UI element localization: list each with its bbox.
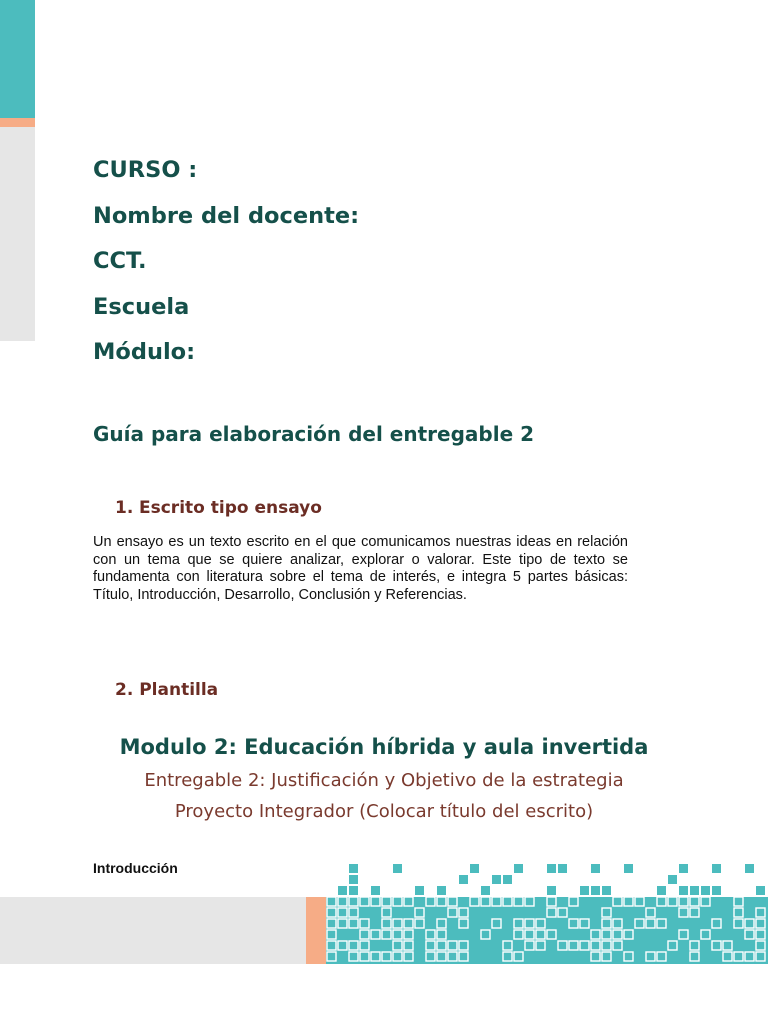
pixel-square: [349, 875, 358, 884]
pixel-square: [415, 919, 424, 928]
pixel-square: [393, 919, 402, 928]
pixel-square: [327, 908, 336, 917]
pixel-square: [338, 886, 347, 895]
header-fields: [93, 150, 359, 378]
pixel-square: [393, 930, 402, 939]
pixel-square: [371, 930, 380, 939]
curso-label: CURSO :: [93, 157, 198, 183]
deliverable-subtitle: Entregable 2: Justificación y Objetivo de la estrategia: [144, 770, 624, 791]
pixel-square: [437, 930, 446, 939]
pixel-square: [437, 941, 446, 950]
pixel-square: [756, 908, 765, 917]
pixel-square: [492, 919, 501, 928]
pixel-square: [591, 930, 600, 939]
pixel-square: [481, 930, 490, 939]
decorative-peach-bar: [0, 118, 35, 127]
pixel-square: [602, 930, 611, 939]
pixel-square: [360, 930, 369, 939]
pixel-square: [613, 919, 622, 928]
pixel-square: [459, 941, 468, 950]
pixel-square: [734, 908, 743, 917]
pixel-square: [602, 941, 611, 950]
pixel-square: [393, 897, 402, 906]
pixel-square: [536, 919, 545, 928]
introduction-heading: Introducción: [93, 860, 178, 876]
pixel-square: [745, 864, 754, 873]
pixel-square: [558, 941, 567, 950]
pixel-square: [602, 919, 611, 928]
pixel-square: [327, 941, 336, 950]
pixel-square: [514, 952, 523, 961]
pixel-square: [426, 930, 435, 939]
pixel-square: [327, 897, 336, 906]
pixel-square: [679, 930, 688, 939]
pixel-square: [756, 941, 765, 950]
pixel-square: [646, 952, 655, 961]
pixel-square: [437, 952, 446, 961]
pixel-square: [514, 919, 523, 928]
pixel-square: [470, 864, 479, 873]
pixel-square: [624, 930, 633, 939]
pixel-square: [712, 886, 721, 895]
section-2-heading: 2. Plantilla: [115, 680, 219, 700]
pixel-pattern-decoration: [326, 860, 768, 964]
pixel-square: [382, 952, 391, 961]
pixel-square: [679, 908, 688, 917]
modulo-label: Módulo:: [93, 339, 196, 365]
pixel-square: [690, 897, 699, 906]
pixel-square: [371, 897, 380, 906]
footer-gray-band: [0, 897, 306, 964]
section-1-number: 1.: [115, 498, 134, 518]
pixel-square: [437, 897, 446, 906]
pixel-square: [338, 897, 347, 906]
pixel-square: [448, 908, 457, 917]
pixel-square: [481, 897, 490, 906]
docente-label: Nombre del docente:: [93, 202, 360, 229]
pixel-square: [404, 952, 413, 961]
pixel-square: [525, 930, 534, 939]
pixel-square: [613, 941, 622, 950]
pixel-square: [668, 875, 677, 884]
pixel-square: [679, 897, 688, 906]
pixel-square: [679, 886, 688, 895]
pixel-square: [426, 941, 435, 950]
pixel-square: [382, 908, 391, 917]
pixel-square: [624, 864, 633, 873]
pixel-square: [459, 875, 468, 884]
pixel-square: [668, 941, 677, 950]
pixel-square: [338, 941, 347, 950]
pixel-square: [536, 930, 545, 939]
pixel-square: [327, 930, 336, 939]
pixel-square: [657, 886, 666, 895]
pixel-square: [558, 908, 567, 917]
pixel-square: [492, 875, 501, 884]
pixel-square: [470, 897, 479, 906]
pixel-square: [503, 952, 512, 961]
project-subtitle: Proyecto Integrador (Colocar título del escrito): [174, 801, 594, 822]
pixel-square: [525, 897, 534, 906]
escuela-label: Escuela: [93, 293, 190, 320]
pixel-square: [580, 941, 589, 950]
pixel-square: [569, 919, 578, 928]
pixel-square: [448, 952, 457, 961]
pixel-square: [382, 897, 391, 906]
pixel-square: [613, 897, 622, 906]
pixel-square: [602, 886, 611, 895]
pixel-square: [437, 886, 446, 895]
pixel-square: [503, 941, 512, 950]
pixel-square: [646, 908, 655, 917]
pixel-square: [338, 908, 347, 917]
pixel-square: [613, 930, 622, 939]
pixel-square: [569, 897, 578, 906]
pixel-square: [547, 886, 556, 895]
pixel-square: [547, 908, 556, 917]
pixel-square: [591, 952, 600, 961]
pixel-square: [657, 897, 666, 906]
pixel-square: [734, 919, 743, 928]
section-1-heading: [115, 498, 322, 518]
pixel-square: [602, 952, 611, 961]
decorative-gray-bar: [0, 127, 35, 341]
pixel-square: [547, 897, 556, 906]
pixel-square: [404, 930, 413, 939]
decorative-teal-bar: [0, 0, 35, 118]
pixel-square: [459, 919, 468, 928]
pixel-square: [690, 952, 699, 961]
pixel-square: [624, 897, 633, 906]
pixel-square: [712, 919, 721, 928]
pixel-square: [591, 941, 600, 950]
pixel-square: [349, 952, 358, 961]
pixel-square: [360, 941, 369, 950]
pixel-square: [514, 864, 523, 873]
pixel-square: [426, 897, 435, 906]
pixel-square: [360, 897, 369, 906]
pixel-square: [547, 864, 556, 873]
pixel-square: [591, 864, 600, 873]
pixel-square: [690, 941, 699, 950]
pixel-square: [360, 919, 369, 928]
pixel-square: [668, 897, 677, 906]
pixel-square: [734, 952, 743, 961]
pixel-square: [349, 897, 358, 906]
pixel-square: [745, 952, 754, 961]
pixel-square: [327, 952, 336, 961]
pixel-square: [525, 941, 534, 950]
pixel-square: [690, 908, 699, 917]
pixel-square: [602, 908, 611, 917]
pixel-square: [338, 919, 347, 928]
pixel-square: [404, 919, 413, 928]
pixel-square: [415, 908, 424, 917]
pixel-square: [371, 886, 380, 895]
pixel-square: [437, 919, 446, 928]
pixel-square: [382, 919, 391, 928]
pixel-square: [503, 897, 512, 906]
pixel-square: [756, 919, 765, 928]
pixel-square: [404, 897, 413, 906]
pixel-square: [415, 886, 424, 895]
pixel-square: [503, 875, 512, 884]
pixel-square: [393, 864, 402, 873]
pixel-square: [393, 952, 402, 961]
pixel-square: [657, 952, 666, 961]
pixel-square: [657, 919, 666, 928]
module-title: Modulo 2: Educación híbrida y aula invertida: [119, 735, 649, 759]
pixel-square: [492, 897, 501, 906]
pixel-square: [734, 897, 743, 906]
pixel-square: [393, 941, 402, 950]
pixel-square: [459, 952, 468, 961]
pixel-square: [547, 930, 556, 939]
pixel-square: [536, 941, 545, 950]
pixel-square: [712, 941, 721, 950]
pixel-square: [701, 897, 710, 906]
pixel-square: [514, 897, 523, 906]
pixel-square: [723, 941, 732, 950]
pixel-square: [591, 886, 600, 895]
pixel-square: [459, 908, 468, 917]
pixel-square: [624, 952, 633, 961]
pixel-square: [558, 864, 567, 873]
pixel-square: [745, 930, 754, 939]
pixel-square: [371, 952, 380, 961]
pixel-square: [635, 919, 644, 928]
pixel-square: [646, 919, 655, 928]
pixel-square: [679, 864, 688, 873]
pixel-square: [481, 886, 490, 895]
pixel-square: [327, 919, 336, 928]
pixel-square: [349, 886, 358, 895]
pixel-square: [580, 919, 589, 928]
pixel-square: [349, 941, 358, 950]
pixel-square: [349, 908, 358, 917]
pixel-square: [690, 886, 699, 895]
pixel-square: [701, 930, 710, 939]
pixel-square: [525, 919, 534, 928]
cct-label: CCT.: [93, 248, 147, 274]
pixel-square: [514, 930, 523, 939]
pixel-square: [360, 952, 369, 961]
pixel-square: [723, 952, 732, 961]
pixel-square: [756, 952, 765, 961]
pixel-square: [701, 886, 710, 895]
pixel-square: [382, 930, 391, 939]
pixel-square: [426, 952, 435, 961]
pixel-square: [448, 941, 457, 950]
pixel-square: [635, 897, 644, 906]
pixel-square: [756, 886, 765, 895]
pixel-square: [349, 864, 358, 873]
pixel-square: [756, 930, 765, 939]
pixel-square: [745, 919, 754, 928]
footer-peach-band: [306, 897, 326, 964]
pixel-square: [569, 941, 578, 950]
pixel-square: [448, 897, 457, 906]
pixel-square: [404, 941, 413, 950]
pixel-square: [349, 919, 358, 928]
guide-title: Guía para elaboración del entregable 2: [93, 422, 535, 446]
section-1-title: Escrito tipo ensayo: [139, 498, 322, 518]
essay-paragraph: Un ensayo es un texto escrito en el que comunicamos nuestras ideas en relación con un tema que se quiere analizar, explorar o valorar. Este tipo de texto se fundamenta con literatura sobre el tema de interés, e integra 5 partes básicas: Título, Introducción, Desarrollo, Conclusión y Referencias.: [93, 534, 628, 603]
pixel-square: [712, 864, 721, 873]
pixel-square: [580, 886, 589, 895]
